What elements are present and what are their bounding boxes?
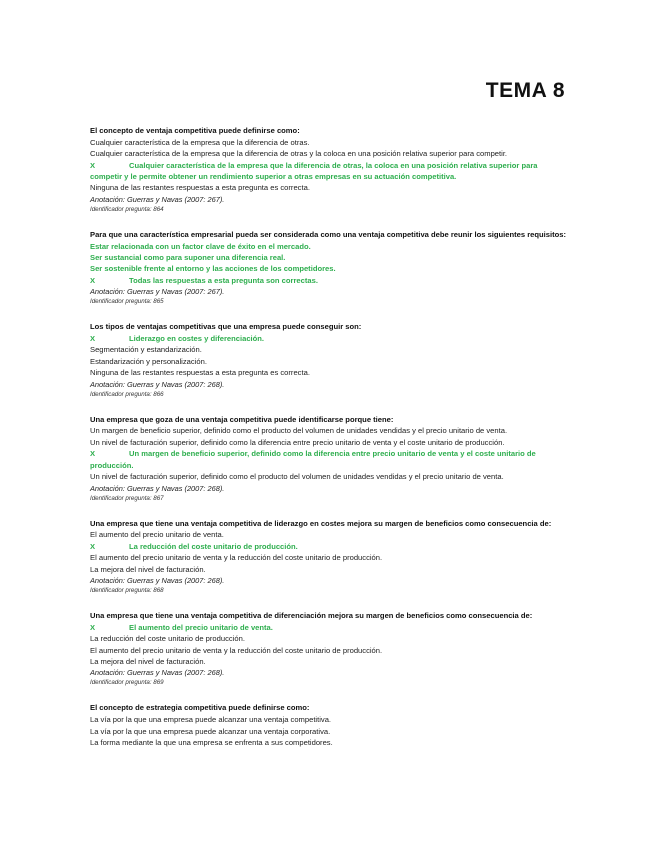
answer-option-text: Un margen de beneficio superior, definido como el producto del volumen de unidades vendidas y el precio unitario de venta. <box>90 426 508 436</box>
question-text: Una empresa que goza de una ventaja competitiva puede identificarse porque tiene: <box>90 414 394 424</box>
answer-option-text: La mejora del nivel de facturación. <box>90 656 206 666</box>
question-identifier: Identificador pregunta: 868 <box>90 586 164 594</box>
answer-option-text: Ser sostenible frente al entorno y las acciones de los competidores. <box>90 264 336 274</box>
answer-option-text: La reducción del coste unitario de producción. <box>129 541 298 551</box>
answer-option-text: Todas las respuestas a esta pregunta son correctas. <box>129 275 318 285</box>
question-block <box>90 322 568 399</box>
correct-mark: X <box>90 541 96 551</box>
answer-option-text: Cualquier característica de la empresa que la diferencia de otras. <box>90 137 310 147</box>
answer-option-text: Ninguna de las restantes respuestas a esta pregunta es correcta. <box>90 183 310 193</box>
answer-option <box>90 344 568 355</box>
annotation: Anotación: Guerras y Navas (2007: 268). <box>90 575 225 585</box>
answer-option-text: Ser sustancial como para suponer una diferencia real. <box>90 253 286 263</box>
answer-option-text: Estar relacionada con un factor clave de éxito en el mercado. <box>90 241 311 251</box>
answer-option <box>90 529 568 540</box>
question-text: El concepto de estrategia competitiva puede definirse como: <box>90 703 310 713</box>
question-identifier: Identificador pregunta: 869 <box>90 679 164 687</box>
answer-option-text: La mejora del nivel de facturación. <box>90 564 206 574</box>
annotation: Anotación: Guerras y Navas (2007: 268). <box>90 483 225 493</box>
answer-option-text: Un nivel de facturación superior, definido como el producto del volumen de unidades vendidas y el precio unitario de venta. <box>90 472 504 482</box>
question-text: El concepto de ventaja competitiva puede definirse como: <box>90 126 300 135</box>
answer-option <box>90 564 568 575</box>
answer-option-correct <box>90 622 568 633</box>
answer-option <box>90 182 568 193</box>
answer-option-text: Un nivel de facturación superior, definido como la diferencia entre precio unitario de venta y el coste unitario de producción. <box>90 437 505 447</box>
correct-mark: X <box>90 160 96 170</box>
answer-option-text: Un margen de beneficio superior, definido como la diferencia entre precio unitario de venta y el coste unitario de producción. <box>90 449 536 470</box>
question-text: Una empresa que tiene una ventaja competitiva de diferenciación mejora su margen de beneficios como consecuencia de: <box>90 610 533 620</box>
question-identifier: Identificador pregunta: 867 <box>90 494 164 502</box>
answer-option-correct <box>90 252 568 263</box>
answer-option <box>90 552 568 563</box>
answer-option-text: Liderazgo en costes y diferenciación. <box>129 334 265 344</box>
answer-option-correct <box>90 263 568 274</box>
answer-option-text: La forma mediante la que una empresa se enfrenta a sus competidores. <box>90 737 333 747</box>
question-text: Los tipos de ventajas competitivas que una empresa puede conseguir son: <box>90 322 362 332</box>
answer-option-correct <box>90 160 568 183</box>
answer-option <box>90 633 568 644</box>
correct-mark: X <box>90 275 96 285</box>
question-text: Para que una característica empresarial pueda ser considerada como una ventaja competitiva debe reunir los siguientes requisitos: <box>90 229 567 239</box>
page-title: TEMA 8 <box>485 79 565 102</box>
answer-option-text: Segmentación y estandarización. <box>90 345 202 355</box>
answer-option-text: El aumento del precio unitario de venta. <box>129 622 273 632</box>
question-text: Una empresa que tiene una ventaja competitiva de liderazgo en costes mejora su margen de beneficios como consecuencia de: <box>90 518 552 528</box>
answer-option <box>90 714 568 725</box>
answer-option-text: La reducción del coste unitario de producción. <box>90 634 245 644</box>
question-list <box>90 126 568 763</box>
answer-option-text: El aumento del precio unitario de venta y la reducción del coste unitario de producción. <box>90 553 383 563</box>
annotation: Anotación: Guerras y Navas (2007: 268). <box>90 668 225 678</box>
answer-option-text: Estandarización y personalización. <box>90 356 207 366</box>
question-block <box>90 126 568 215</box>
answer-option <box>90 367 568 378</box>
answer-option-text: La vía por la que una empresa puede alcanzar una ventaja competitiva. <box>90 715 332 725</box>
answer-option-text: El aumento del precio unitario de venta. <box>90 530 224 540</box>
answer-option <box>90 645 568 656</box>
answer-option <box>90 656 568 667</box>
answer-option-correct <box>90 448 568 471</box>
question-block <box>90 703 568 748</box>
answer-option-text: La vía por la que una empresa puede alcanzar una ventaja corporativa. <box>90 726 331 736</box>
answer-option <box>90 437 568 448</box>
question-identifier: Identificador pregunta: 865 <box>90 298 164 306</box>
question-identifier: Identificador pregunta: 866 <box>90 390 164 398</box>
annotation: Anotación: Guerras y Navas (2007: 267). <box>90 194 225 204</box>
answer-option-text: El aumento del precio unitario de venta y la reducción del coste unitario de producción. <box>90 645 383 655</box>
answer-option <box>90 737 568 748</box>
answer-option <box>90 425 568 436</box>
question-block <box>90 415 568 504</box>
correct-mark: X <box>90 449 96 459</box>
answer-option-text: Cualquier característica de la empresa que la diferencia de otras y la coloca en una posición relativa superior para competir. <box>90 149 508 159</box>
answer-option <box>90 726 568 737</box>
answer-option <box>90 356 568 367</box>
correct-mark: X <box>90 622 96 632</box>
answer-option-text: Ninguna de las restantes respuestas a esta pregunta es correcta. <box>90 368 310 378</box>
annotation: Anotación: Guerras y Navas (2007: 267). <box>90 287 225 297</box>
answer-option <box>90 148 568 159</box>
question-block <box>90 230 568 307</box>
question-block <box>90 519 568 596</box>
answer-option-text: Cualquier característica de la empresa que la diferencia de otras, la coloca en una posición relativa superior para competir y le permite obtener un rendimiento superior a otras empresas en su actuación competitiva. <box>90 160 538 182</box>
question-block <box>90 611 568 688</box>
answer-option <box>90 471 568 482</box>
annotation: Anotación: Guerras y Navas (2007: 268). <box>90 379 225 389</box>
answer-option-correct <box>90 333 568 344</box>
answer-option <box>90 137 568 148</box>
answer-option-correct <box>90 541 568 552</box>
correct-mark: X <box>90 334 96 344</box>
answer-option-correct <box>90 275 568 286</box>
answer-option-correct <box>90 241 568 252</box>
question-identifier: Identificador pregunta: 864 <box>90 205 164 213</box>
